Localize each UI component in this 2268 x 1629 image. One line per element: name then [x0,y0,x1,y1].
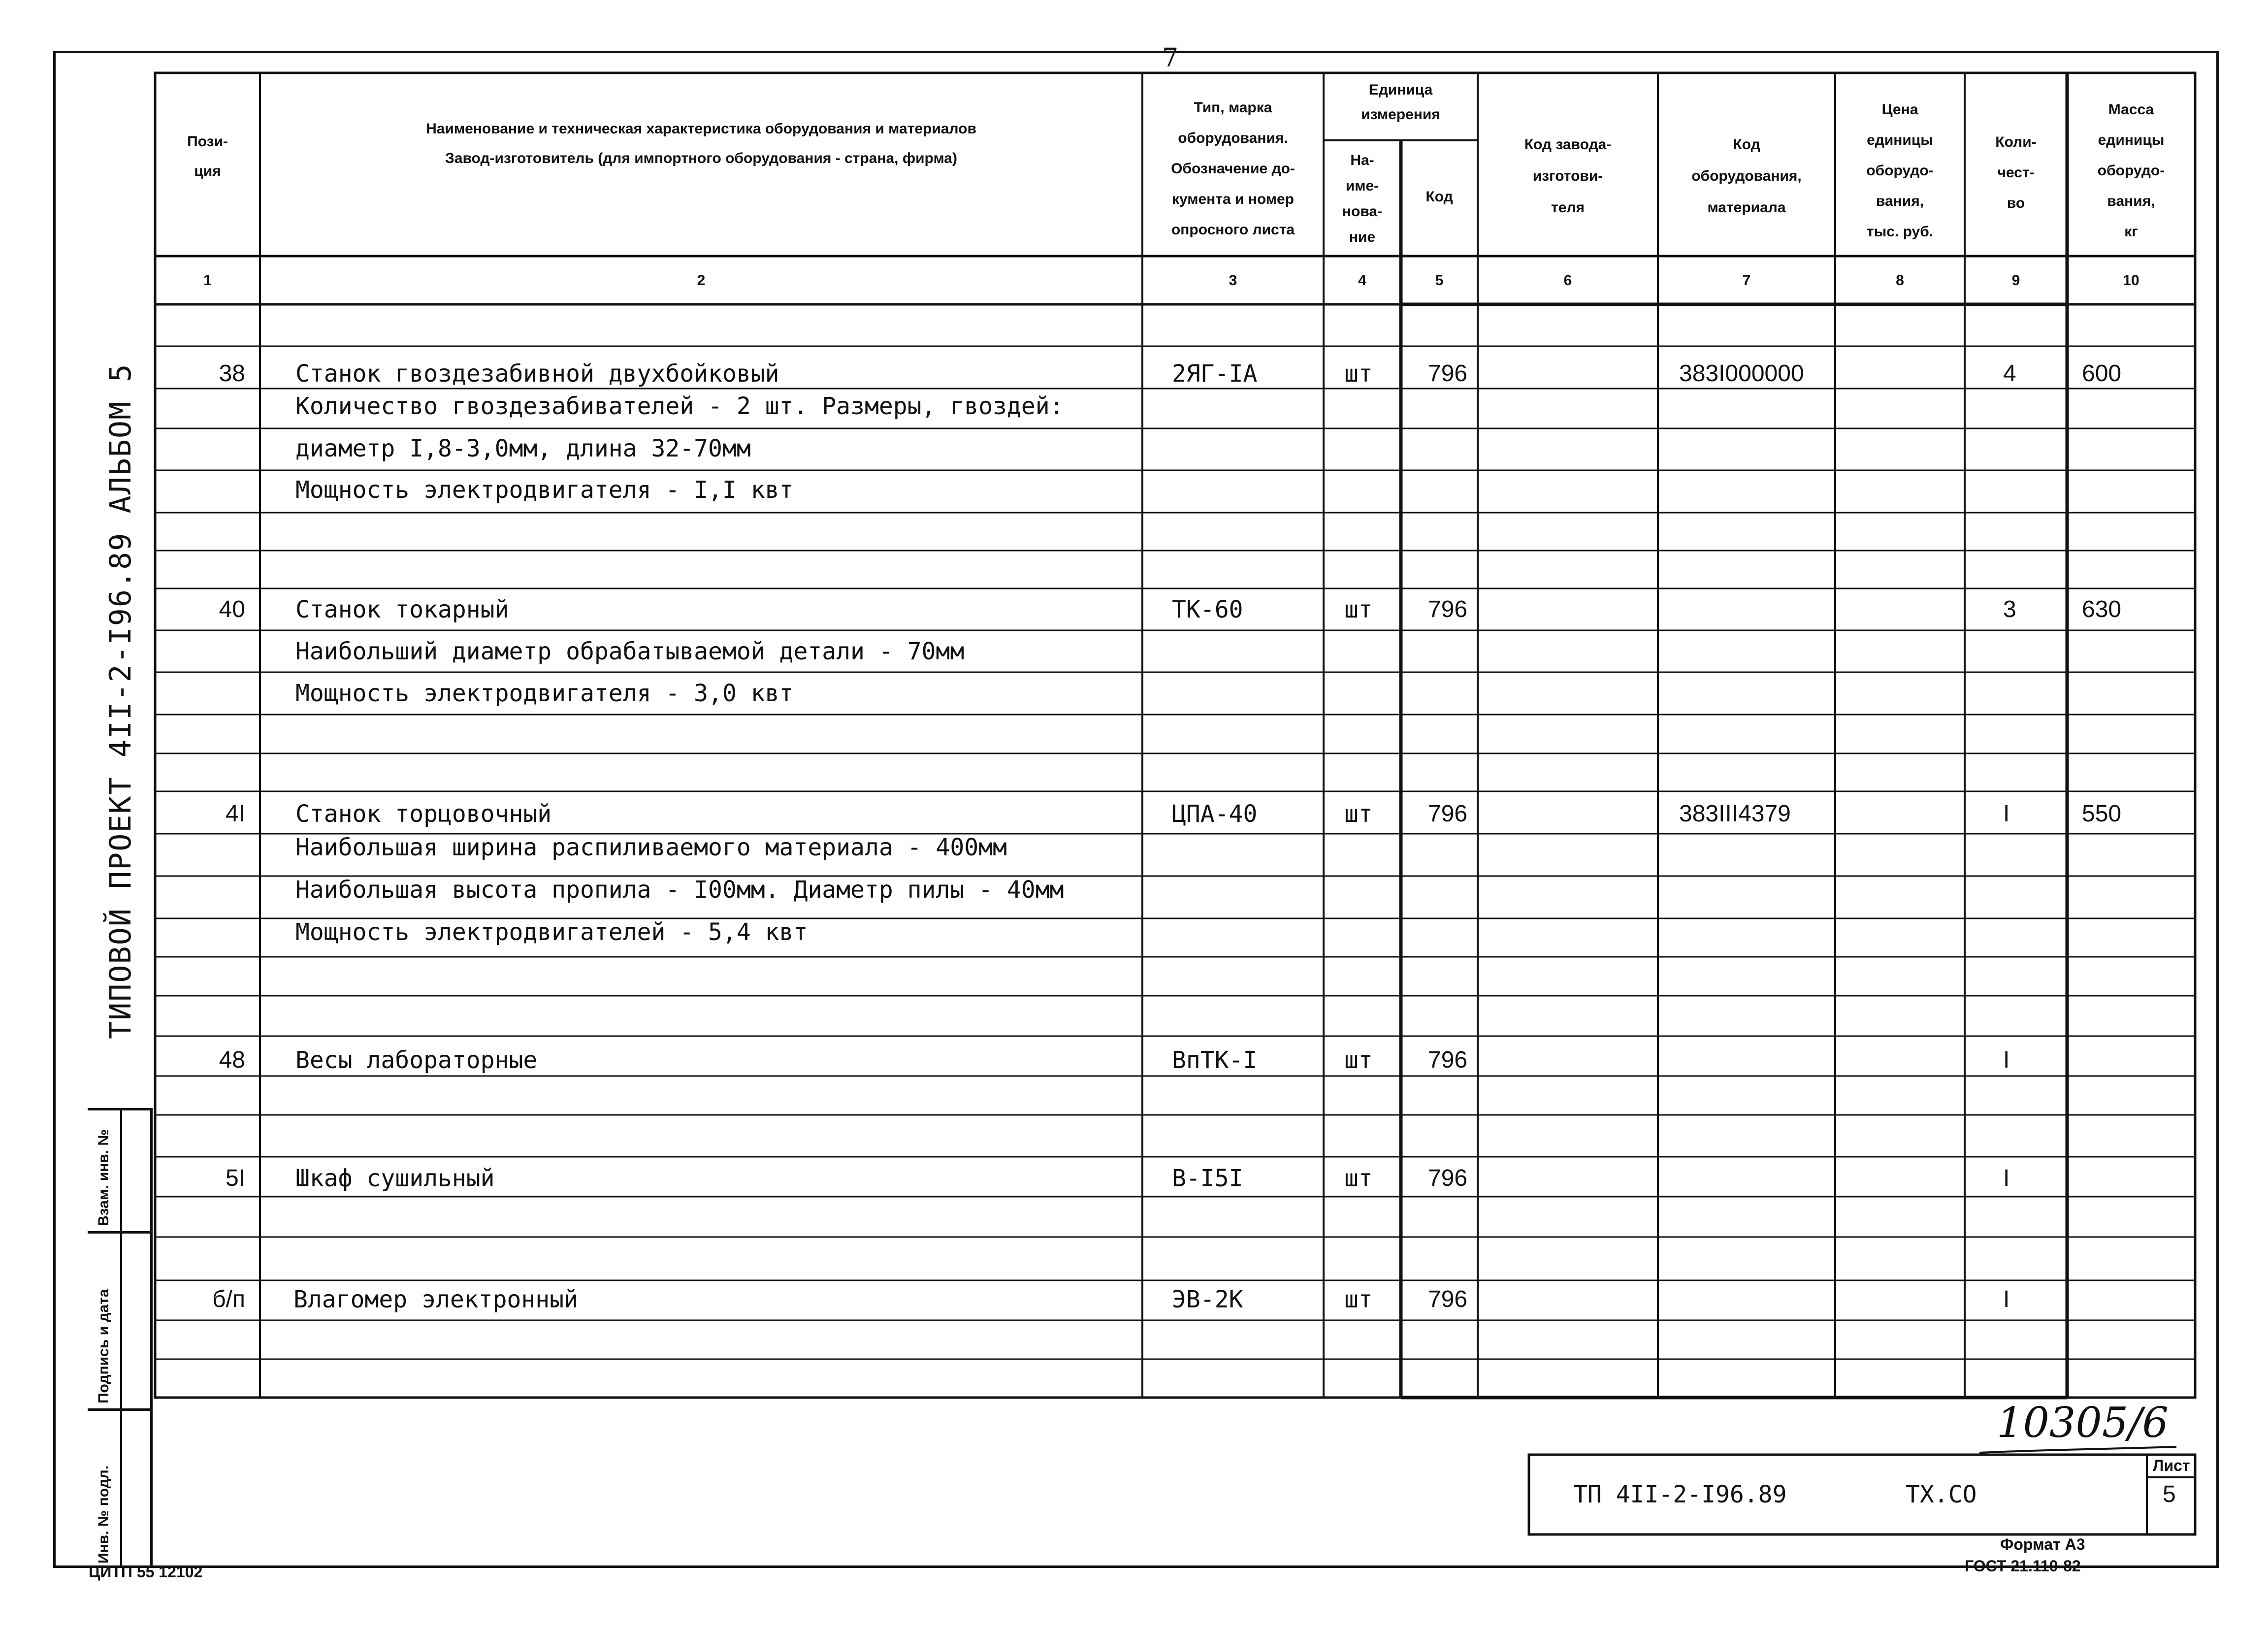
cell-name: Мощность электродвигателя - I,I квт [295,476,794,504]
side-title: ТИПОВОЙ ПРОЕКТ 4II-2-I96.89 АЛЬБОМ 5 [103,363,138,1039]
cell-mass: 550 [2082,801,2122,827]
cell-type: ЭВ-2К [1172,1286,1243,1313]
cell-quantity: I [2003,801,2010,827]
column-number-8: 8 [1896,272,1904,289]
header-name-line1: Наименование и техническая характеристика оборудования и материалов [426,121,976,137]
cell-mass: 630 [2082,596,2122,622]
column-number-10: 10 [2123,272,2139,289]
column-number-2: 2 [697,272,706,289]
cell-equipment-code: 383I000000 [1679,360,1804,387]
header-unit-group: Единица измерения [1361,82,1440,123]
header-unit-name: На- име- нова- ние [1342,152,1383,245]
page-number-top: 7 [1162,43,1179,73]
title-block-doc-code: ТП 4II-2-I96.89 [1573,1481,1787,1508]
cell-type: ТК-60 [1172,596,1243,623]
cell-unit: шт [1344,1165,1373,1192]
cell-code: 796 [1428,360,1468,387]
cell-type: В-I5I [1172,1165,1243,1192]
title-block-sheet-code: ТХ.СО [1906,1481,1977,1508]
cell-type: ВпТК-I [1172,1046,1258,1074]
cell-unit: шт [1344,596,1373,623]
cell-code: 796 [1428,1047,1468,1073]
column-number-9: 9 [2011,272,2020,289]
column-number-6: 6 [1563,272,1572,289]
header-unit-code: Код [1426,189,1453,205]
format-label: Формат А3 [2000,1535,2085,1553]
cell-position: 38 [219,360,245,387]
cell-code: 796 [1428,801,1468,827]
cell-name: Наибольшая высота пропила - I00мм. Диаметр пилы - 40мм [295,876,1064,904]
header-type: Тип, марка оборудования. Обозначение до- кумента и номер опросного листа [1171,99,1295,238]
cell-quantity: I [2003,1286,2010,1312]
cell-unit: шт [1344,1046,1373,1074]
cell-name: Наибольшая ширина распиливаемого материала - 400мм [295,834,1007,861]
cell-type: ЦПА-40 [1172,800,1258,828]
cell-name: Станок токарный [295,596,509,623]
cell-position: б/п [212,1286,245,1312]
header-quantity: Коли- чест- во [1995,134,2037,211]
column-number-4: 4 [1358,272,1366,289]
cell-name: диаметр I,8-3,0мм, длина 32-70мм [295,435,751,462]
header-name-line2: Завод-изготовитель (для импортного оборудования - страна, фирма) [445,150,957,166]
cell-name: Весы лабораторные [295,1046,538,1074]
stamp-label-inv: Инв. № подл. [96,1465,112,1564]
cell-quantity: I [2003,1047,2010,1073]
cell-name: Мощность электродвигателя - 3,0 квт [295,680,794,707]
cell-unit: шт [1344,800,1373,828]
cell-name: Шкаф сушильный [295,1165,495,1192]
cell-unit: шт [1344,360,1373,388]
citp-label: ЦИТП 55 12102 [89,1563,203,1581]
column-number-5: 5 [1435,272,1444,289]
cell-name: Количество гвоздезабивателей - 2 шт. Размеры, гвоздей: [295,392,1064,420]
header-equipment-code: Код оборудования, материала [1691,136,1802,216]
cell-name: Станок гвоздезабивной двухбойковый [295,360,779,388]
header-plant-code: Код завода- изготови- теля [1524,136,1612,216]
stamp-label-vzam: Взам. инв. № [96,1129,112,1226]
cell-code: 796 [1428,1286,1468,1312]
cell-code: 796 [1428,596,1468,622]
cell-name: Мощность электродвигателей - 5,4 квт [295,918,808,946]
cell-name: Наибольший диаметр обрабатываемой детали - 70мм [295,638,965,665]
stamp-label-podpis: Подпись и дата [96,1289,112,1403]
header-price: Цена единицы оборудо- вания, тыс. руб. [1866,101,1934,240]
column-number-7: 7 [1742,272,1751,289]
cell-mass: 600 [2082,360,2122,387]
cell-equipment-code: 383III4379 [1679,801,1791,827]
cell-name: Влагомер электронный [293,1286,578,1313]
gost-label: ГОСТ 21.110-82 [1965,1557,2081,1575]
cell-quantity: 3 [2003,596,2016,622]
title-block-list-label: Лист [2153,1457,2190,1474]
column-number-3: 3 [1229,272,1237,289]
cell-quantity: 4 [2003,360,2016,387]
cell-position: 4I [225,801,245,827]
title-block-list-number: 5 [2163,1481,2176,1507]
cell-name: Станок торцовочный [295,800,552,828]
cell-type: 2ЯГ-IA [1172,360,1258,388]
header-mass: Масса единицы оборудо- вания, кг [2097,101,2165,240]
cell-position: 5I [225,1165,245,1191]
cell-unit: шт [1344,1286,1373,1313]
header-pos: Пози- ция [187,133,228,179]
cell-quantity: I [2003,1165,2010,1191]
cell-code: 796 [1428,1165,1468,1191]
cell-position: 40 [219,596,245,622]
handwritten-number: 10305/6 [1997,1399,2169,1447]
column-number-1: 1 [203,272,212,289]
cell-position: 48 [219,1047,245,1073]
